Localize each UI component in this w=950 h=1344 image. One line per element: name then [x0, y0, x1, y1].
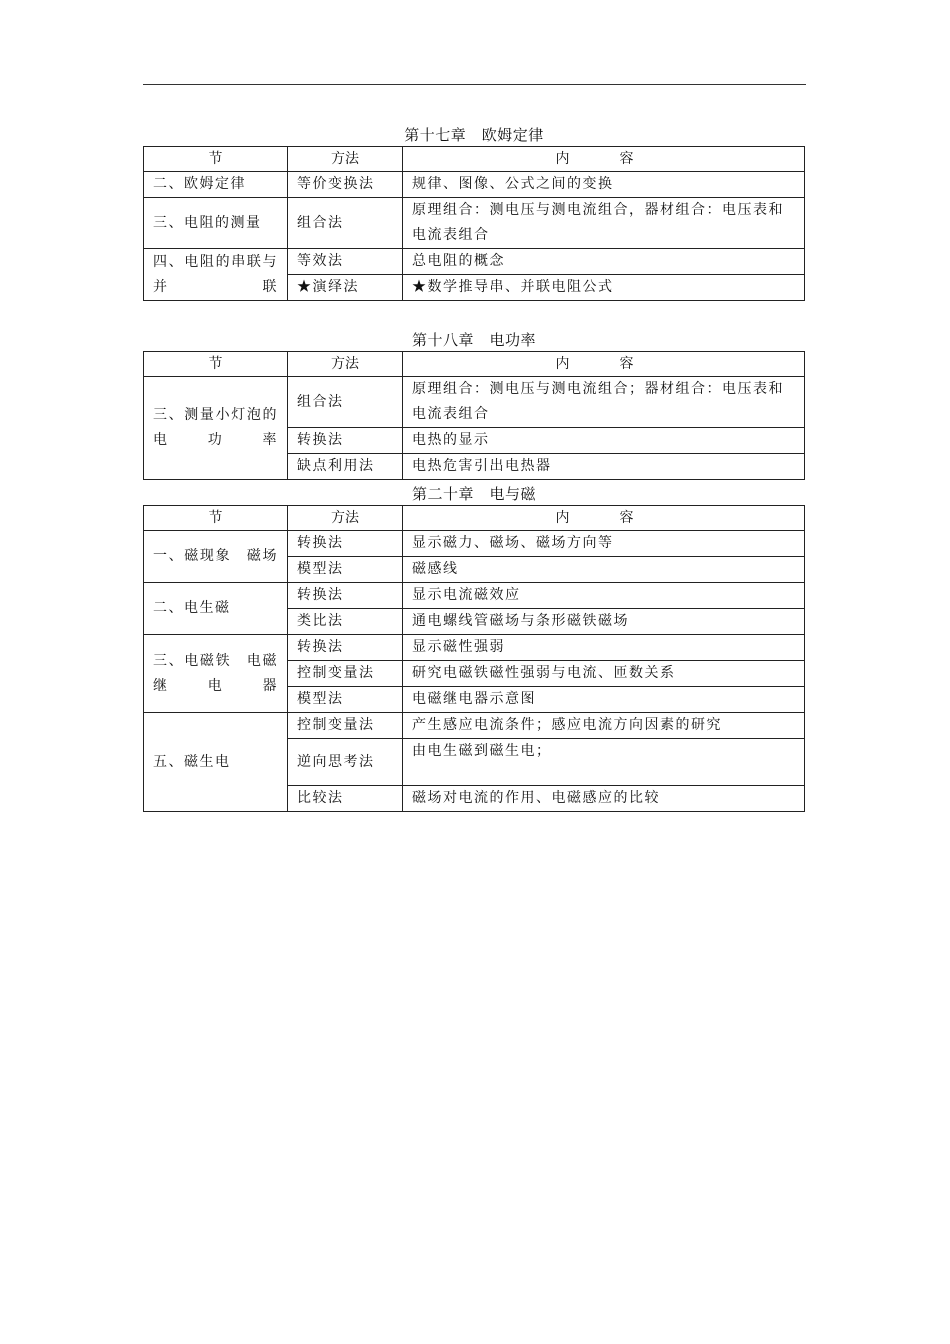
content-cell: 显示磁性强弱	[403, 635, 805, 661]
method-cell: 转换法	[288, 635, 403, 661]
content-cell: 由电生磁到磁生电；	[403, 739, 805, 786]
header-section: 节	[144, 147, 288, 172]
method-cell: 逆向思考法	[288, 739, 403, 786]
content-cell: 产生感应电流条件；感应电流方向因素的研究	[403, 713, 805, 739]
content-cell: 原理组合：测电压与测电流组合；器材组合：电压表和电流表组合	[403, 377, 805, 428]
header-content: 内 容	[403, 352, 805, 377]
method-cell: 组合法	[288, 198, 403, 249]
content-cell: 原理组合：测电压与测电流组合，器材组合：电压表和电流表组合	[403, 198, 805, 249]
content-cell: 显示电流磁效应	[403, 583, 805, 609]
chapter-20-table	[143, 505, 805, 812]
section-cell: 五、磁生电	[144, 713, 288, 812]
chapter-title: 第二十章 电与磁	[411, 485, 536, 503]
method-cell: ★演绎法	[288, 275, 403, 301]
section-cell: 三、电磁铁 电磁继电器	[144, 635, 288, 713]
content-cell: ★数学推导串、并联电阻公式	[403, 275, 805, 301]
header-method: 方法	[288, 352, 403, 377]
method-cell: 转换法	[288, 428, 403, 454]
header-method: 方法	[288, 506, 403, 531]
content-cell: 通电螺线管磁场与条形磁铁磁场	[403, 609, 805, 635]
method-cell: 转换法	[288, 531, 403, 557]
chapter-18-table	[143, 351, 805, 480]
section-cell: 四、电阻的串联与并联	[144, 249, 288, 301]
method-cell: 等价变换法	[288, 172, 403, 198]
table-row	[144, 583, 805, 609]
header-content: 内 容	[403, 506, 805, 531]
content-cell: 显示磁力、磁场、磁场方向等	[403, 531, 805, 557]
content-cell: 规律、图像、公式之间的变换	[403, 172, 805, 198]
header-method: 方法	[288, 147, 403, 172]
content-cell: 电热的显示	[403, 428, 805, 454]
method-cell: 控制变量法	[288, 713, 403, 739]
table-row	[144, 172, 805, 198]
content-cell: 研究电磁铁磁性强弱与电流、匝数关系	[403, 661, 805, 687]
section-cell: 二、欧姆定律	[144, 172, 288, 198]
chapter-17	[143, 124, 805, 301]
chapter-17-table	[143, 146, 805, 301]
header-section: 节	[144, 506, 288, 531]
table-row	[144, 531, 805, 557]
content-cell: 磁感线	[403, 557, 805, 583]
method-cell: 转换法	[288, 583, 403, 609]
content-cell: 电热危害引出电热器	[403, 454, 805, 480]
method-cell: 模型法	[288, 557, 403, 583]
method-cell: 比较法	[288, 786, 403, 812]
table-row	[144, 635, 805, 661]
table-row	[144, 377, 805, 428]
chapter-18	[143, 329, 805, 480]
header-section: 节	[144, 352, 288, 377]
table-row	[144, 198, 805, 249]
table-header-row	[144, 506, 805, 531]
header-content: 内 容	[403, 147, 805, 172]
table-header-row	[144, 352, 805, 377]
content-cell: 磁场对电流的作用、电磁感应的比较	[403, 786, 805, 812]
table-row	[144, 713, 805, 739]
table-row	[144, 249, 805, 275]
header-rule	[143, 84, 806, 85]
method-cell: 等效法	[288, 249, 403, 275]
chapter-title: 第十七章 欧姆定律	[404, 126, 544, 144]
method-cell: 控制变量法	[288, 661, 403, 687]
method-cell: 模型法	[288, 687, 403, 713]
method-cell: 类比法	[288, 609, 403, 635]
chapter-20	[143, 483, 805, 812]
table-header-row	[144, 147, 805, 172]
section-cell: 三、电阻的测量	[144, 198, 288, 249]
section-cell: 三、测量小灯泡的电功率	[144, 377, 288, 480]
method-cell: 组合法	[288, 377, 403, 428]
section-cell: 二、电生磁	[144, 583, 288, 635]
section-cell: 一、磁现象 磁场	[144, 531, 288, 583]
content-cell: 电磁继电器示意图	[403, 687, 805, 713]
chapter-title: 第十八章 电功率	[411, 331, 536, 349]
content-cell: 总电阻的概念	[403, 249, 805, 275]
method-cell: 缺点利用法	[288, 454, 403, 480]
